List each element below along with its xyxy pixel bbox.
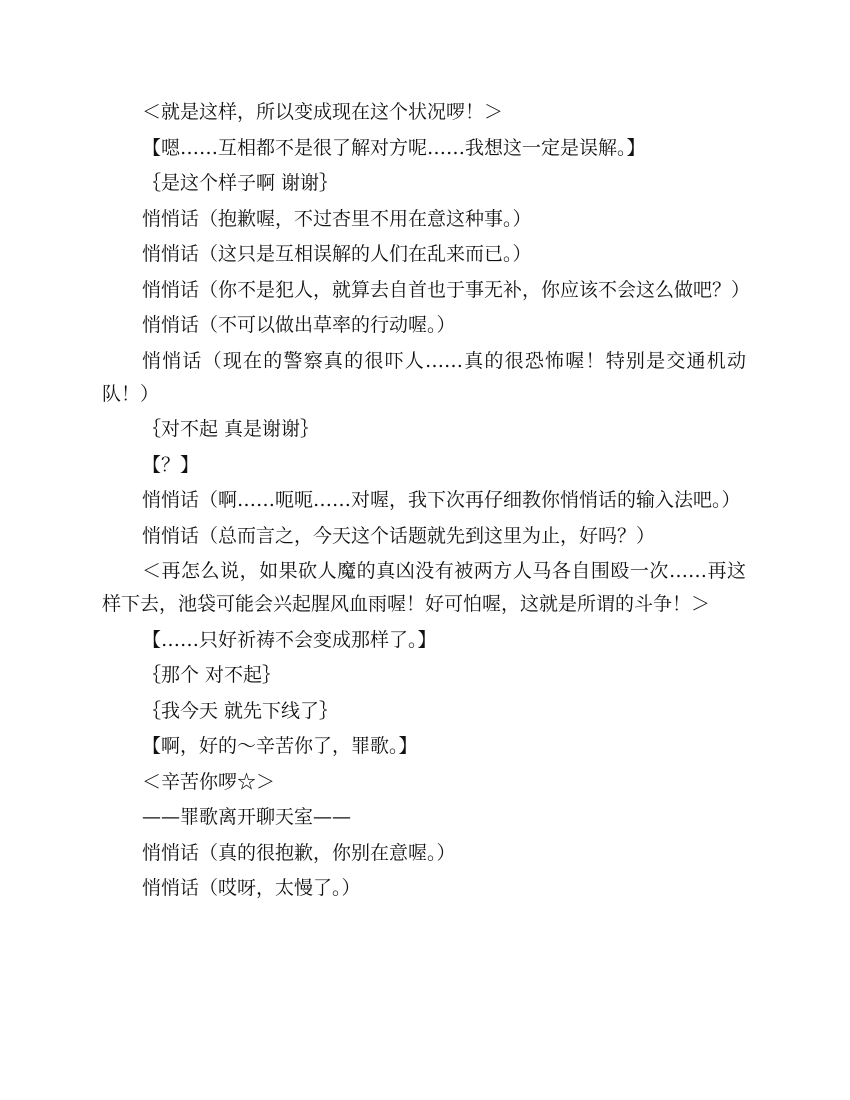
chat-line: 悄悄话（抱歉喔，不过杏里不用在意这种事。） [142, 207, 532, 230]
chat-line: 【？】 [142, 453, 200, 476]
chat-line: 悄悄话（真的很抱歉，你别在意喔。） [142, 841, 456, 864]
chat-line: ｛是这个样子啊 谢谢｝ [142, 172, 339, 194]
chat-line: 悄悄话（总而言之，今天这个话题就先到这里为止，好吗？） [142, 524, 656, 547]
chat-line: 悄悄话（你不是犯人，就算去自首也于事无补，你应该不会这么做吧？） [142, 278, 751, 301]
chat-line: ＜再怎么说，如果砍人魔的真凶没有被两方人马各自围殴一次……再这样下去，池袋可能会兴起腥风血雨喔！好可怕喔，这就是所谓的斗争！＞ [102, 560, 746, 615]
chat-line: ＜辛苦你啰☆＞ [142, 770, 276, 793]
chat-line: 悄悄话（现在的警察真的很吓人……真的很恐怖喔！特别是交通机动队！） [102, 349, 746, 405]
chat-line: ｛那个 对不起｝ [142, 664, 282, 686]
chat-line: 悄悄话（这只是互相误解的人们在乱来而已。） [142, 243, 532, 265]
chat-line: ——罪歌离开聊天室—— [142, 806, 352, 828]
chat-line: ｛我今天 就先下线了｝ [142, 699, 339, 722]
chat-line: ｛对不起 真是谢谢｝ [142, 418, 320, 440]
chat-line: 悄悄话（哎呀，太慢了。） [142, 877, 361, 899]
chat-line: 悄悄话（不可以做出草率的行动喔。） [142, 314, 456, 336]
document-page [102, 96, 751, 908]
chat-line: 悄悄话（啊……呃呃……对喔，我下次再仔细教你悄悄话的输入法吧。） [142, 489, 741, 511]
chat-line: 【嗯……互相都不是很了解对方呢……我想这一定是误解。】 [142, 136, 646, 159]
chat-line: 【……只好祈祷不会变成那样了。】 [142, 628, 437, 651]
chat-line: ＜就是这样，所以变成现在这个状况啰！＞ [142, 101, 504, 123]
chat-line: 【啊，好的～辛苦你了，罪歌。】 [142, 735, 418, 757]
